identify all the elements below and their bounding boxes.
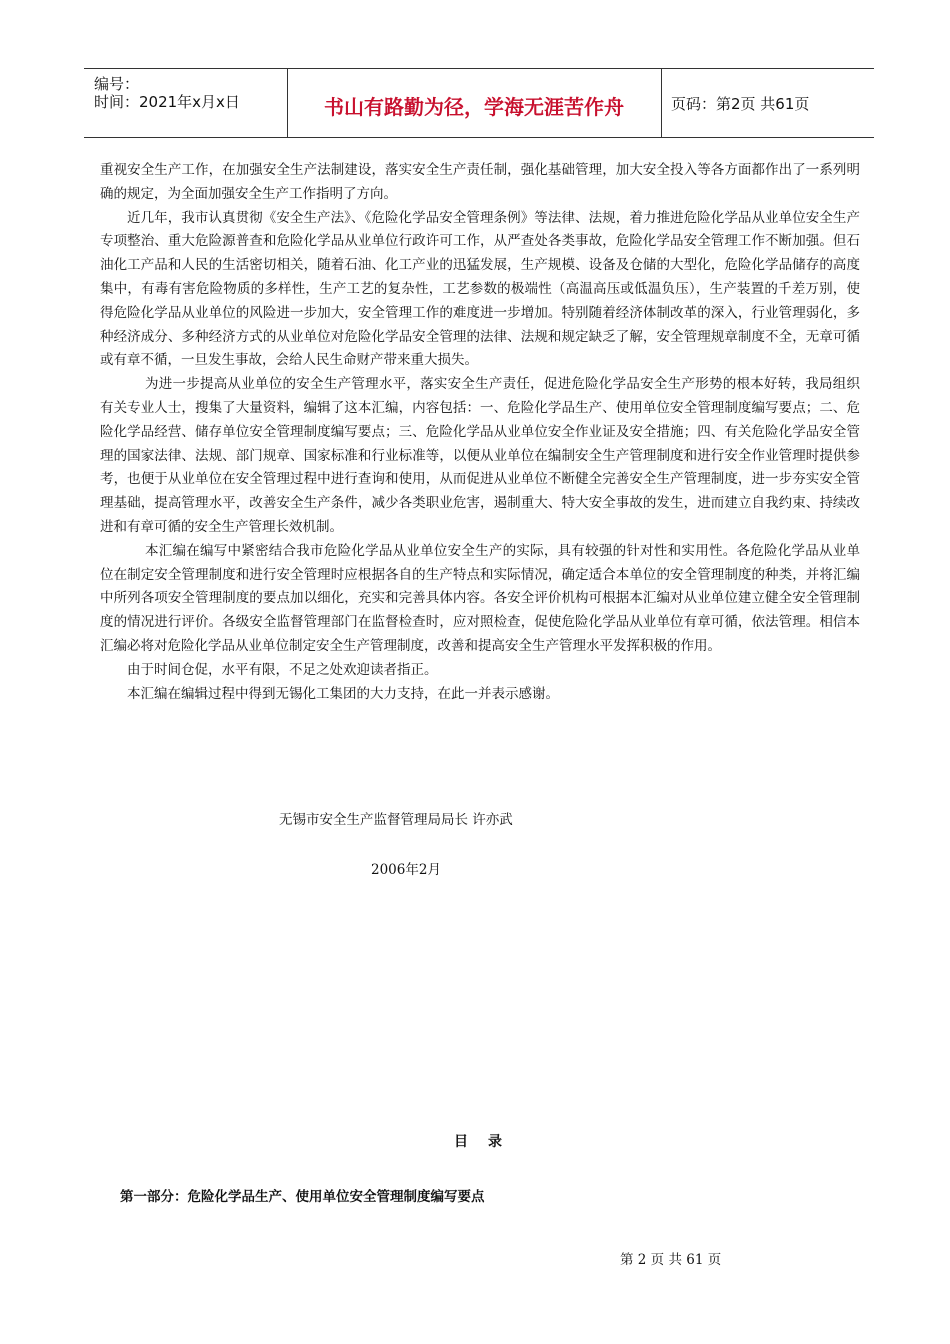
- page-header: [84, 68, 874, 138]
- paragraph: 本汇编在编写中紧密结合我市危险化学品从业单位安全生产的实际，具有较强的针对性和实用性。各危险化学品从业单位在制定安全管理制度和进行安全管理时应根据各自的生产特点和实际情况，确定适合本单位的安全管理制度的种类，并将汇编中所列各项安全管理制度的要点加以细化，充实和完善具体内容。各安全评价机构可根据本汇编对从业单位建立健全安全管理制度的情况进行评价。各级安全监督管理部门在监督检查时，应对照检查，促使危险化学品从业单位有章可循，依法管理。相信本汇编必将对危险化学品从业单位制定安全生产管理制度，改善和提高安全生产管理水平发挥积极的作用。: [100, 542, 860, 654]
- document-time-label: 时间：2021年x月x日: [94, 93, 240, 111]
- page-footer: 第 2 页 共 61 页: [620, 1252, 722, 1268]
- document-body: [100, 159, 860, 706]
- header-motto: 书山有路勤为径，学海无涯苦作舟: [324, 95, 624, 119]
- toc-part-1[interactable]: 第一部分：危险化学品生产、使用单位安全管理制度编写要点: [120, 1189, 485, 1205]
- paragraph: 本汇编在编辑过程中得到无锡化工集团的大力支持，在此一并表示感谢。: [127, 685, 559, 702]
- paragraph: 由于时间仓促，水平有限，不足之处欢迎读者指正。: [127, 661, 438, 678]
- signature-date: 2006年2月: [371, 862, 441, 878]
- header-page-cell: [661, 69, 874, 137]
- paragraph: 为进一步提高从业单位的安全生产管理水平，落实安全生产责任，促进危险化学品安全生产形势的根本好转，我局组织有关专业人士，搜集了大量资料，编辑了这本汇编，内容包括：一、危险化学品生产、使用单位安全管理制度编写要点；二、危险化学品经营、储存单位安全管理制度编写要点；三、危险化学品从业单位安全作业证及安全措施；四、有关危险化学品安全管理的国家法律、法规、部门规章、国家标准和行业标准等，以便从业单位在编制安全生产管理制度和进行安全作业管理时提供参考，也便于从业单位在安全管理过程中进行查询和使用，从而促进从业单位不断健全完善安全生产管理制度，进一步夯实安全管理基础，提高管理水平，改善安全生产条件，减少各类职业危害，遏制重大、特大安全事故的发生，进而建立自我约束、持续改进和有章可循的安全生产管理长效机制。: [100, 376, 860, 535]
- signature-line: 无锡市安全生产监督管理局局长 许亦武: [279, 812, 513, 828]
- paragraph-continuation: 重视安全生产工作，在加强安全生产法制建设，落实安全生产责任制，强化基础管理，加大安全投入等各方面都作出了一系列明确的规定，为全面加强安全生产工作指明了方向。: [100, 162, 860, 202]
- header-motto-cell: [287, 69, 662, 137]
- toc-title: 目录: [454, 1134, 522, 1150]
- paragraph: 近几年，我市认真贯彻《安全生产法》、《危险化学品安全管理条例》等法律、法规，着力推进危险化学品从业单位安全生产专项整治、重大危险源普查和危险化学品从业单位行政许可工作，从严查处各类事故，危险化学品安全管理工作不断加强。但石油化工产品和人民的生活密切相关，随着石油、化工产业的迅猛发展，生产规模、设备及仓储的大型化，危险化学品储存的高度集中，有毒有害危险物质的多样性，生产工艺的复杂性，工艺参数的极端性（高温高压或低温负压），生产装置的千差万别，使得危险化学品从业单位的风险进一步加大，安全管理工作的难度进一步增加。特别随着经济体制改革的深入，行业管理弱化，多种经济成分、多种经济方式的从业单位对危险化学品安全管理的法律、法规和规定缺乏了解，安全管理规章制度不全，无章可循或有章不循，一旦发生事故，会给人民生命财产带来重大损失。: [100, 209, 860, 369]
- document-number-label: 编号：: [94, 75, 140, 93]
- header-page-number: 页码：第2页 共61页: [671, 95, 810, 113]
- header-meta-cell: [84, 69, 288, 137]
